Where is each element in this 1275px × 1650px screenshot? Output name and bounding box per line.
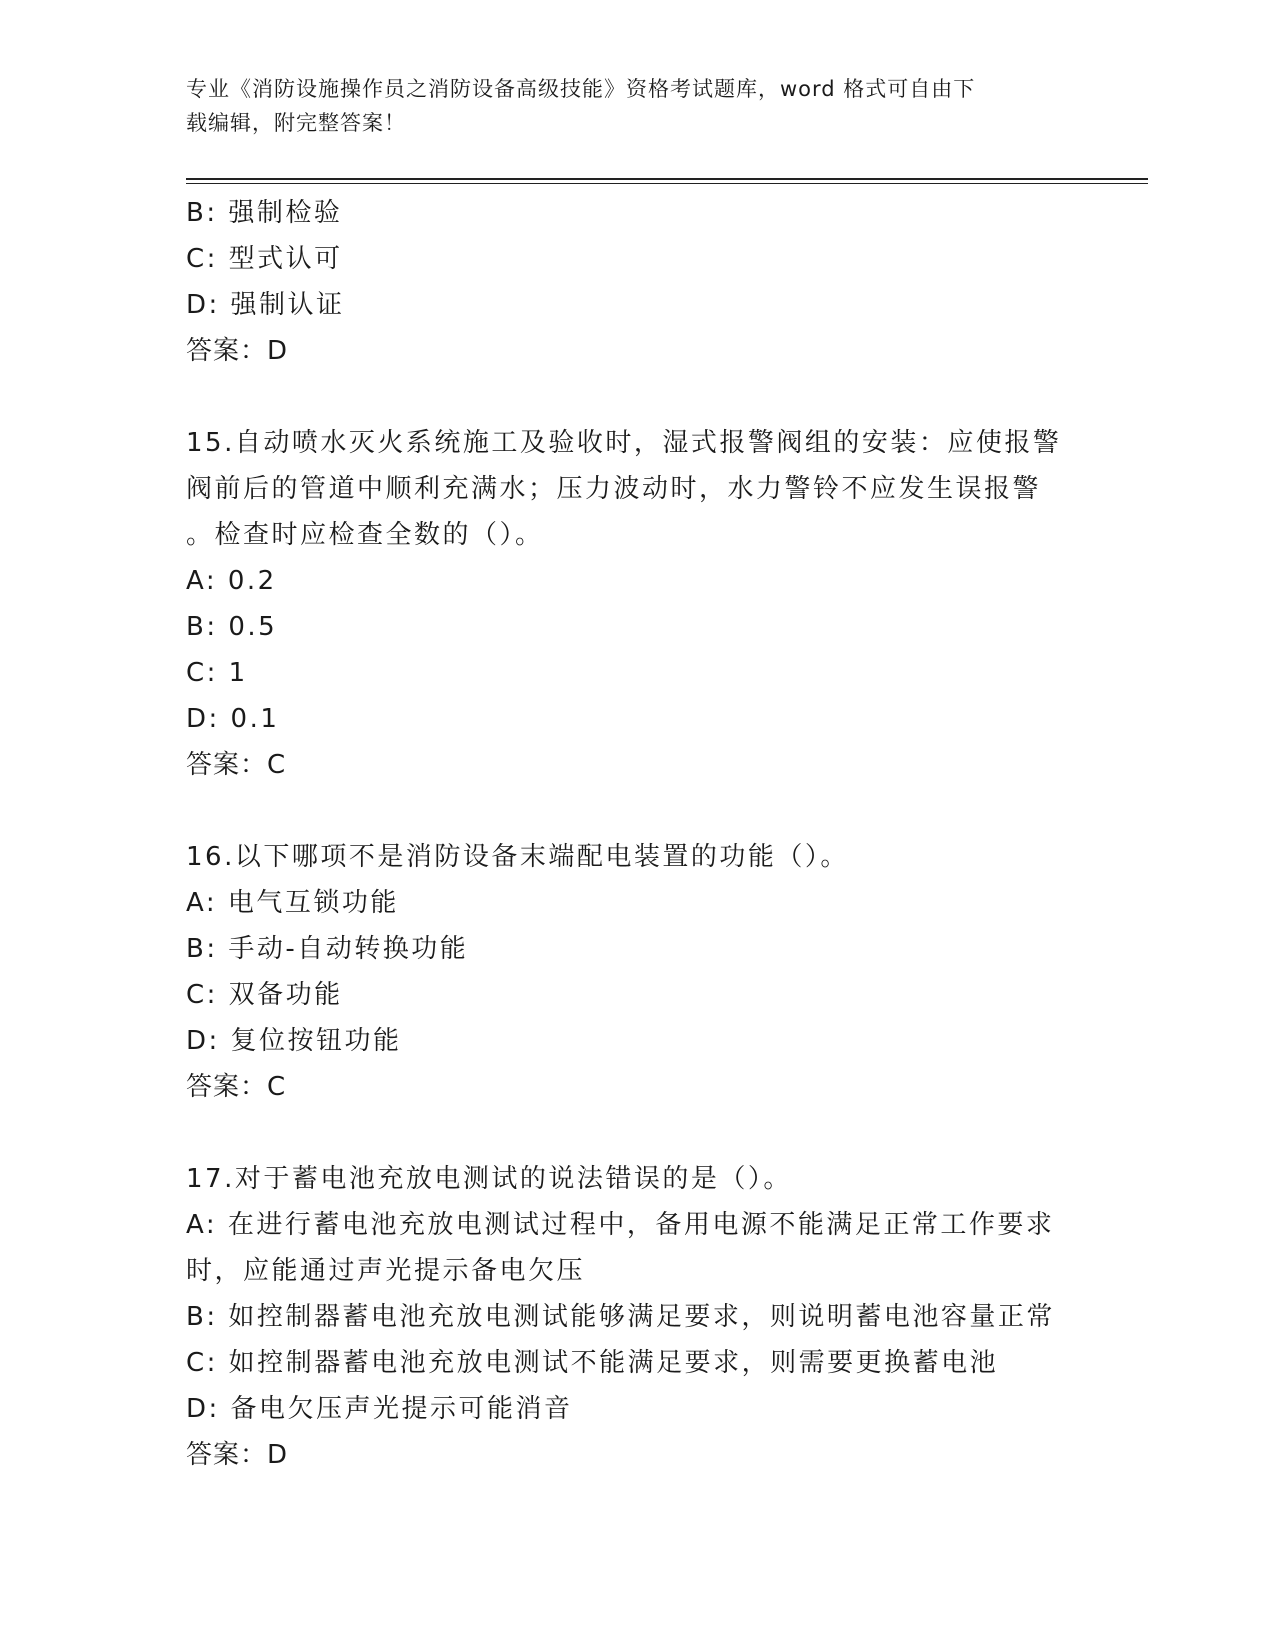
question-stem: 阀前后的管道中顺利充满水；压力波动时，水力警铃不应发生误报警	[186, 474, 1042, 504]
option-a: A: 电气互锁功能	[186, 888, 399, 918]
document-header	[186, 72, 1066, 140]
option-b: B: 如控制器蓄电池充放电测试能够满足要求，则说明蓄电池容量正常	[186, 1302, 1055, 1332]
option-b: B: 强制检验	[186, 198, 343, 228]
header-line-2: 载编辑，附完整答案！	[186, 111, 406, 135]
header-line-1: 专业《消防设施操作员之消防设备高级技能》资格考试题库，word 格式可自由下	[186, 77, 976, 101]
question-17	[186, 1156, 1086, 1478]
header-divider-thick	[186, 178, 1148, 180]
spacer	[186, 788, 1086, 834]
question-14-tail	[186, 190, 1086, 374]
option-c: C: 如控制器蓄电池充放电测试不能满足要求，则需要更换蓄电池	[186, 1348, 999, 1378]
option-b: B: 手动-自动转换功能	[186, 934, 469, 964]
option-c: C: 型式认可	[186, 244, 343, 274]
header-divider-thin	[186, 183, 1148, 184]
question-15	[186, 420, 1086, 788]
question-16	[186, 834, 1086, 1110]
option-d: D: 0.1	[186, 704, 280, 734]
option-c: C: 双备功能	[186, 980, 343, 1010]
option-a: A: 0.2	[186, 566, 277, 596]
answer: 答案：D	[186, 336, 289, 366]
option-c: C: 1	[186, 658, 248, 688]
answer: 答案：D	[186, 1440, 289, 1470]
question-list	[186, 190, 1086, 1478]
answer: 答案：C	[186, 1072, 287, 1102]
question-stem: 15.自动喷水灭火系统施工及验收时，湿式报警阀组的安装：应使报警	[186, 428, 1062, 458]
spacer	[186, 1110, 1086, 1156]
option-a: A: 在进行蓄电池充放电测试过程中，备用电源不能满足正常工作要求	[186, 1210, 1055, 1240]
option-d: D: 强制认证	[186, 290, 345, 320]
question-stem: 。检查时应检查全数的（）。	[186, 520, 544, 550]
option-d: D: 备电欠压声光提示可能消音	[186, 1394, 573, 1424]
option-d: D: 复位按钮功能	[186, 1026, 402, 1056]
option-b: B: 0.5	[186, 612, 278, 642]
option-a-continued: 时，应能通过声光提示备电欠压	[186, 1256, 586, 1286]
answer: 答案：C	[186, 750, 287, 780]
spacer	[186, 374, 1086, 420]
question-stem: 17.对于蓄电池充放电测试的说法错误的是（）。	[186, 1164, 792, 1194]
question-stem: 16.以下哪项不是消防设备末端配电装置的功能（）。	[186, 842, 849, 872]
